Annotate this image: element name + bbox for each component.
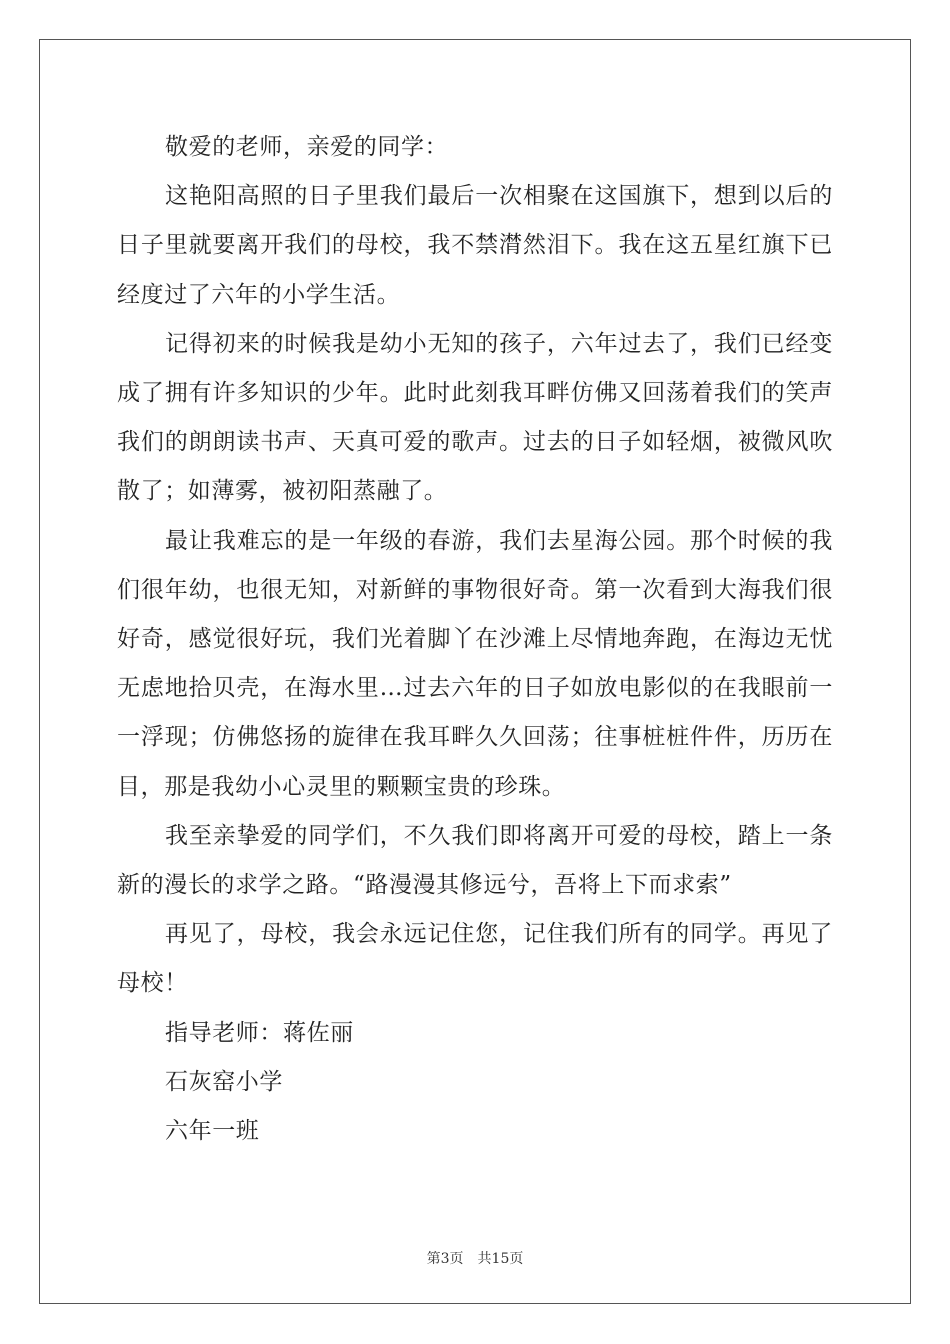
paragraph-classmates: 我至亲挚爱的同学们，不久我们即将离开可爱的母校，踏上一条新的漫长的求学之路。“路漫漫其修远兮，吾将上下而求索” xyxy=(117,822,833,899)
salutation: 敬爱的老师，亲爱的同学： xyxy=(165,134,449,160)
page-footer xyxy=(0,1248,950,1268)
signature-class: 六年一班 xyxy=(165,1118,260,1145)
paragraph-goodbye: 再见了，母校，我会永远记住您，记住我们所有的同学。再见了母校！ xyxy=(117,921,833,997)
paragraph-spring-outing: 最让我难忘的是一年级的春游，我们去星海公园。那个时候的我们很年幼，也很无知，对新鲜的事物很好奇。第一次看到大海我们很好奇，感觉很好玩，我们光着脚丫在沙滩上尽情地奔跑，在海边无忧无虑地拾贝壳，在海水里…过去六年的日子如放电影似的在我眼前一一浮现；仿佛悠扬的旋律在我耳畔久久回荡；往事桩桩件件，历历在目，那是我幼小心灵里的颗颗宝贵的珍珠。 xyxy=(117,527,833,800)
signature-teacher: 指导老师：蒋佐丽 xyxy=(165,1019,354,1046)
page-number: 第3页 xyxy=(426,1251,464,1267)
document-body xyxy=(117,123,833,1156)
paragraph-memories: 记得初来的时候我是幼小无知的孩子，六年过去了，我们已经变成了拥有许多知识的少年。此时此刻我耳畔仿佛又回荡着我们的笑声我们的朗朗读书声、天真可爱的歌声。过去的日子如轻烟，被微风吹散了；如薄雾，被初阳蒸融了。 xyxy=(117,330,833,505)
signature-school: 石灰窑小学 xyxy=(165,1068,283,1095)
paragraph-farewell: 这艳阳高照的日子里我们最后一次相聚在这国旗下，想到以后的日子里就要离开我们的母校，我不禁潸然泪下。我在这五星红旗下已经度过了六年的小学生活。 xyxy=(117,183,833,308)
page-total: 共15页 xyxy=(477,1251,524,1267)
